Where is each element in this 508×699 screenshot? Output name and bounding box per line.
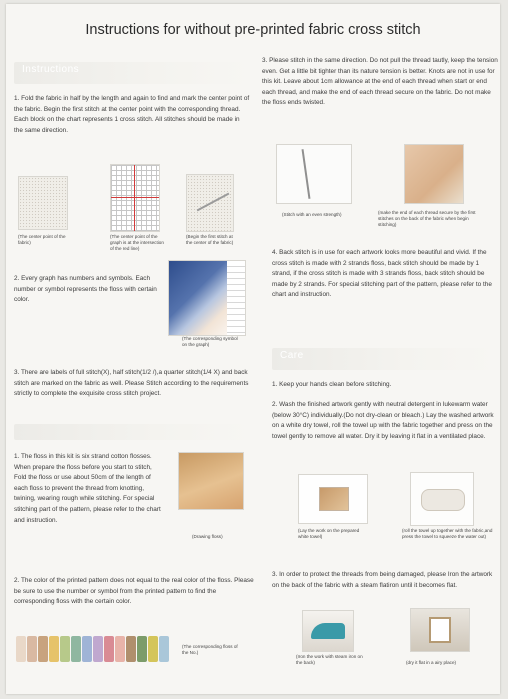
step-back-stitch [272,248,494,308]
floss-swatch [49,636,59,662]
right-column [262,57,498,116]
step-stitch-direction: 3. Please stitch in the same direction. Do not pull the thread tautly, keep the tension even. Get a little bit tighter than its nature tension is better. Knots are not in use for this kit. Leave about 1cm allowance at the end of each thread when start or end each thread, and make the end of each thread secure on the fabric. Do not make the floss ends twisted. [262,57,498,107]
dry-flat-photo [410,608,470,652]
floss-swatch [159,636,169,662]
towel-roll-photo [410,472,474,526]
dry-flat-caption: (dry it flat in a airy place) [406,660,457,665]
floss-swatch [60,636,70,662]
symbol-graph-image [168,260,246,336]
step-floss-color-text: 2. The color of the printed pattern does not equal to the real color of the floss. Please be sure to use the number or symbol from the printed pattern to find the corresponding floss with the certain color. [14,577,254,606]
floss-swatch [115,636,125,662]
iron-icon [311,623,345,639]
floss-swatch [148,636,158,662]
symbol-graph-caption: (The corresponding symbol on the graph) [182,336,238,347]
drawing-floss-photo [178,452,244,510]
floss-header-band [14,424,250,440]
graph-center-caption: (The center point of the graph is at the intersection of the red line) [110,234,164,251]
step-floss-prep [14,452,164,533]
page-title: Instructions for without pre-printed fabric cross stitch [85,22,421,38]
thread-secure-caption: (make the end of each thread secure by the first stitches on the back of the fabric when begin stitching) [378,210,476,227]
graph-center-image [110,164,160,232]
care-header-band: Care [272,348,494,370]
floss-swatch [126,636,136,662]
first-stitch-photo [186,174,234,232]
needle [197,193,230,212]
instruction-sheet [6,4,500,694]
needle-thread [302,149,311,199]
step-back-stitch-text: 4. Back stitch is in use for each artwork looks more beautiful and vivid. If the cross stitch is made with 2 strands floss, back stitch should be made by 1 strand, if the cross stitch is made with 3 strands floss, back stitch should be made by 2 strands. For special stitching part of the pattern, please refer to the chart and instruction. [272,249,492,299]
step-stitch-types [14,368,254,407]
red-center-line-vertical [134,165,135,231]
step-iron-text: 3. In order to protect the threads from being damaged, please Iron the artwork on the back of the fabric with a steam flatiron until it becomes flat. [272,571,493,589]
step-wash-text: 2. Wash the finished artwork gently with neutral detergent in lukewarm water (below 30°C) individually.(Do not dry-clean or bleach.) Lay the washed artwork on a white dry towel, roll the towel up with the fabric together and press on the towel gently to remove all water. Dry it by leaving it flat in a ventilated place. [272,401,494,440]
floss-swatch [93,636,103,662]
framed-artwork [429,617,451,643]
thread-secure-photo [404,144,464,204]
floss-swatch [16,636,26,662]
step-fold-fabric: 1. Fold the fabric in half by the length and again to find and mark the center point of the fabric. Begin the first stitch at the center point with the corresponding thread. Each block on the chart represents 1 cross stitch. All stitches should be made in the same direction. [14,95,250,134]
step-clean-hands [272,380,494,398]
floss-swatch [71,636,81,662]
center-point-caption: (The center point of the fabric) [18,234,66,245]
center-point-photo [18,176,68,230]
first-stitch-caption: (Begin the first stitch at the center of the fabric) [186,234,234,245]
step-floss-color [14,576,254,615]
floss-swatch [27,636,37,662]
instructions-header-band: Instructions [14,62,250,84]
step-clean-hands-text: 1. Keep your hands clean before stitching. [272,381,392,388]
floss-number-caption: (The corresponding floss of the No.) [182,644,238,655]
floss-swatches [16,634,176,664]
step-wash [272,400,494,449]
floss-swatch [137,636,147,662]
step-iron [272,570,494,598]
symbol-legend [227,261,245,335]
drawing-floss-caption: (Drawing floss) [192,534,223,539]
steam-iron-caption: (Iron the work with steam iron on the back) [296,654,363,665]
rolled-towel [421,489,465,511]
artwork-on-towel [319,487,349,511]
floss-swatch [38,636,48,662]
step-graph-symbols-text: 2. Every graph has numbers and symbols. Each number or symbol represents the floss with certain color. [14,275,157,304]
even-strength-caption: (Stitch with an even strength) [282,212,342,217]
step-graph-symbols [14,274,164,313]
red-center-line-horizontal [111,197,159,198]
step-floss-prep-text: 1. The floss in this kit is six strand cotton flosses. When prepare the floss before you start to stitch, Fold the floss or use about 50cm of the length of each floss to prevent the thread from knotting, twining, wearing rough while stitching. For special stitching part of the pattern, please refer to the chart and instruction. [14,453,161,524]
towel-lay-caption: (Lay the work on the prepared white towel) [298,528,360,539]
floss-swatch [82,636,92,662]
floss-swatch [104,636,114,662]
towel-roll-caption: (roll the towel up together with the fabric,and press the towel to squeeze the water out) [402,528,493,539]
steam-iron-photo [302,610,354,652]
left-column [14,62,250,143]
step-stitch-types-text: 3. There are labels of full stitch(X), half stitch(1/2 /),a quarter stitch(1/4 X) and back stitch are marked on the fabric as well. Please Stitch according to the requirements strictly to complete the exquisite cross stitch project. [14,369,249,398]
even-strength-photo [276,144,352,204]
towel-lay-photo [298,474,368,524]
